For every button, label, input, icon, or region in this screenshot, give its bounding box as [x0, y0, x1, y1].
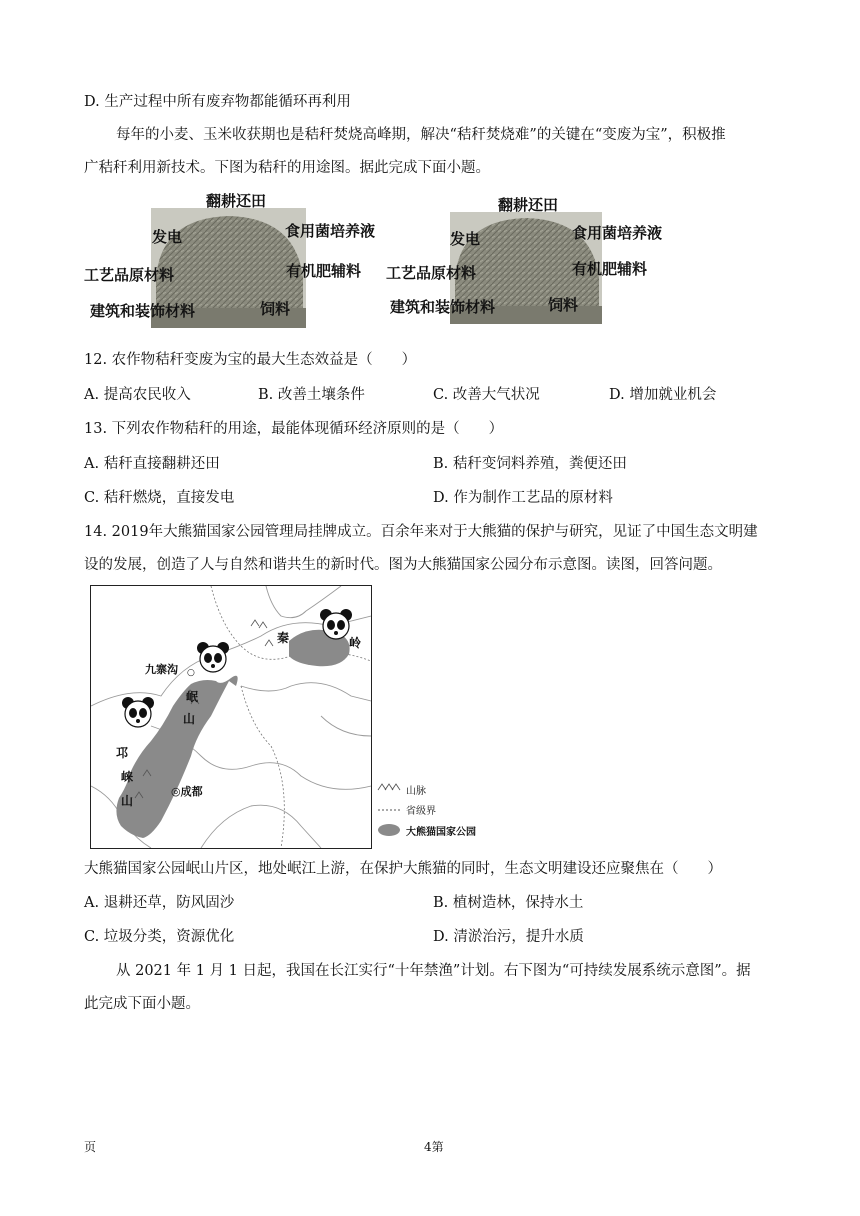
footer-left: 页: [84, 1140, 97, 1154]
intro-paragraph-line2: 广秸秆利用新技术。下图为秸秆的用途图。据此完成下面小题。: [84, 160, 490, 176]
jiuzhaigou-marker: ○: [187, 668, 195, 678]
q13-option-a: A. 秸秆直接翻耕还田: [84, 456, 220, 472]
q12-option-b: B. 改善土壤条件: [258, 387, 365, 403]
label-plow-back: 翻耕还田: [498, 196, 559, 214]
label-feed: 饲料: [548, 296, 579, 314]
q14-option-d: D. 清淤治污，提升水质: [433, 929, 584, 945]
q13-option-c: C. 秸秆燃烧，直接发电: [84, 490, 235, 506]
label-building-material: 建筑和装饰材料: [90, 302, 196, 320]
q14-option-a: A. 退耕还草，防风固沙: [84, 895, 235, 911]
label-mushroom-medium: 食用菌培养液: [572, 224, 663, 242]
panda-icon: [196, 641, 230, 675]
label-lai: 崃: [121, 770, 134, 784]
label-building-material: 建筑和装饰材料: [390, 298, 496, 316]
legend-boundary: 省级界: [406, 806, 436, 817]
panda-park-map: [90, 585, 372, 849]
label-qiong: 邛: [116, 746, 129, 760]
question-14-line2: 设的发展，创造了人与自然和谐共生的新时代。图为大熊猫国家公园分布示意图。读图，回答问题。: [84, 557, 722, 573]
panda-icon: [121, 696, 155, 730]
intro2-line2: 此完成下面小题。: [84, 996, 200, 1012]
legend-mountain-symbol: [378, 784, 400, 790]
question-14-line1: 14. 2019年大熊猫国家公园管理局挂牌成立。百余年来对于大熊猫的保护与研究，见证了中国生态文明建: [84, 524, 758, 540]
map-legend: [376, 780, 506, 840]
label-feed: 饲料: [260, 300, 291, 318]
label-fertilizer: 有机肥辅料: [572, 260, 648, 278]
q12-option-a: A. 提高农民收入: [84, 387, 191, 403]
panda-icon: [319, 608, 353, 642]
option-d-previous: D. 生产过程中所有废弃物都能循环再利用: [84, 94, 351, 110]
label-qin: 秦: [277, 631, 290, 645]
q13-option-b: B. 秸秆变饲料养殖，粪便还田: [433, 456, 627, 472]
intro-paragraph-line1: 每年的小麦、玉米收获期也是秸秆焚烧高峰期，解决“秸秆焚烧难”的关键在“变废为宝”，积极推: [116, 127, 726, 143]
label-shan-min: 山: [183, 712, 196, 726]
label-plow-back: 翻耕还田: [206, 192, 267, 210]
q14-option-b: B. 植树造林，保持水土: [433, 895, 584, 911]
q13-option-d: D. 作为制作工艺品的原材料: [433, 490, 613, 506]
page-number: 4第: [424, 1140, 444, 1154]
q12-option-d: D. 增加就业机会: [609, 387, 717, 403]
legend-park: 大熊猫国家公园: [406, 827, 476, 838]
label-min: 岷: [186, 690, 199, 704]
question-13-stem: 13. 下列农作物秸秆的用途，最能体现循环经济原则的是（ ）: [84, 421, 504, 437]
label-fertilizer: 有机肥辅料: [286, 262, 362, 280]
label-ling: 岭: [349, 636, 362, 650]
label-power: 发电: [152, 228, 183, 246]
legend-park-symbol: [378, 824, 400, 836]
legend-mountain: 山脉: [406, 786, 426, 797]
question-14-stem: 大熊猫国家公园岷山片区，地处岷江上游，在保护大熊猫的同时，生态文明建设还应聚焦在（ ）: [84, 861, 722, 877]
label-power: 发电: [450, 230, 481, 248]
q12-option-c: C. 改善大气状况: [433, 387, 540, 403]
intro2-line1: 从 2021 年 1 月 1 日起，我国在长江实行“十年禁渔”计划。右下图为“可持续发展系统示意图”。据: [116, 963, 751, 979]
straw-usage-figure-right: [386, 194, 696, 334]
question-12-stem: 12. 农作物秸秆变废为宝的最大生态效益是（ ）: [84, 352, 417, 368]
straw-usage-figure-left: [84, 190, 384, 330]
label-craft-material: 工艺品原材料: [84, 266, 175, 284]
label-jiuzhaigou: 九寨沟: [145, 663, 178, 676]
label-shan-qionglai: 山: [121, 794, 134, 808]
q14-option-c: C. 垃圾分类，资源优化: [84, 929, 235, 945]
label-mushroom-medium: 食用菌培养液: [285, 222, 376, 240]
label-craft-material: 工艺品原材料: [386, 264, 477, 282]
label-chengdu: ◎成都: [171, 785, 203, 798]
